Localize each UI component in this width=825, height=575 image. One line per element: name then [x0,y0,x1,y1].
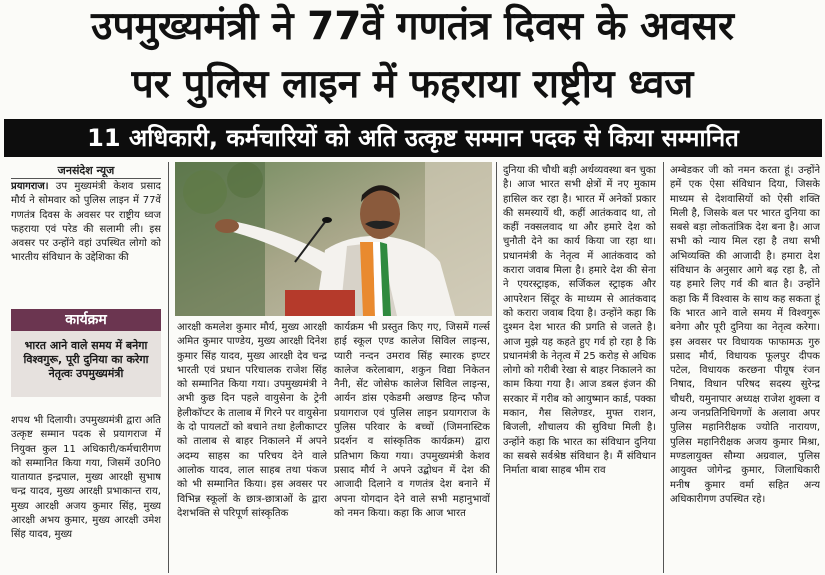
column-1-top-text: उप मुख्यमंत्री केशव प्रसाद मौर्य ने सोमवार को पुलिस लाइन में 77वें गणतंत्र दिवस के अवसर पर राष्ट्रीय ध्वज फहराया एवं परेड की सलामी ली। इस अवसर पर उन्होंने वहां उपस्थित लोगो को भारतीय संविधान के उद्देशिका की [11,181,161,264]
article-column-4: दुनिया की चौथी बड़ी अर्थव्यवस्था बन चुका है। आज भारत सभी क्षेत्रों में नए मुकाम हासिल कर रहा है। भारत में अनेकों प्रकार की समस्यायें थी, कहीं आतंकवाद था, तो कहीं नक्सलवाद था और हमारे देश को चुनौती देने का कार्य किया जा रहा था। प्रधानमंत्री के नेतृत्व में आतंकवाद को करारा जवाब मिला है। हमारे देश की सेना ने एयरस्ट्राइक, सर्जिकल स्ट्राइक और आपरेशन सिंदूर के माध्यम से आतंकवाद को करारा जवाब दिया है। उन्होंने कहा कि दुश्मन देश भारत की प्रगति से जलते है। आज मुझे यह कहते हुए गर्व हो रहा है कि प्रधानमंत्री के नेतृत्व में 25 करोड़ से अधिक लोगो को गरीबी रेखा से बाहर निकालने का काम किया गया है। आज डबल इंजन की सरकार में गरीब को आयुष्मान कार्ड, पक्का मकान, गैस सिलेण्डर, मुफ्त राशन, बिजली, शौचालय की सुविधा मिली है। उन्होंने कहा कि भारत का संविधान दुनिया का सबसे सर्वश्रेष्ठ संविधान है। मैं संविधान निर्माता बाबा साहब भीम राव [503,165,656,477]
article-column-5: अम्बेडकर जी को नमन करता हूं। उन्होंने हमें एक ऐसा संविधान दिया, जिसके माध्यम से देशवासियों को ऐसी शक्ति मिली है, जिसके बल पर भारत दुनिया का सबसे बड़ा लोकतांत्रिक देश बना है। आज सभी को न्याय मिल रहा है तथा सभी अभिव्यक्ति की आजादी है। हमारा देश संविधान के अनुसार आगे बढ़ रहा है, तो यह हमारे लिए गर्व की बात है। उन्होंने कहा कि मैं विश्वास के साथ कह सकता हूं कि भारत आने वाले समय में विश्वगुरू बनेगा और पूरी दुनिया का नेतृत्व करेगा। इस अवसर पर विधायक फाफामऊ गुरु प्रसाद मौर्य, विधायक फूलपुर दीपक पटेल, विधायक करछना पीयूष रंजन निषाद, विधान परिषद सदस्य सुरेन्द्र चौधरी, यमुनापार अध्यक्ष राजेश शुक्ला व अन्य जनप्रतिनिधिगणों के अलावा अपर पुलिस महानिरीक्षक ज्योति नारायण, पुलिस महानिरीक्षक अजय कुमार मिश्रा, मण्डलायुक्त सौम्या अग्रवाल, पुलिस आयुक्त जोगेन्द्र कुमार, जिलाधिकारी मनीष कुमार वर्मा सहित अन्य अधिकारीगण उपस्थित रहे। [670,165,820,505]
news-source: जनसंदेश न्यूज [57,164,115,177]
program-box-body: भारत आने वाले समय में बनेगा विश्वगुरू, पूरी दुनिया का करेगा नेतृत्वः उपमुख्यमंत्री [11,331,161,397]
program-box-header: कार्यक्रम [11,309,161,331]
headline-line-1: उपमुख्यमंत्री ने 77वें गणतंत्र दिवस के अवसर [91,4,734,49]
dateline: प्रयागराज। [11,181,49,192]
speaker-photo-illustration [175,162,492,316]
article-column-1-top [11,180,161,306]
article-column-2: आरक्षी कमलेश कुमार मौर्य, मुख्य आरक्षी अमित कुमार पाण्डेय, मुख्य आरक्षी दिनेश कुमार सिंह यादव, मुख्य आरक्षी देव चन्द्र भारती एवं प्रधान परिचालक राजेश सिंह को सम्मानित किया गया। उपमुख्यमंत्री ने अभी कुछ दिन पहले वायुसेना के ट्रेनी हेलीकॉप्टर के तालाब में गिरने पर वायुसेना के दो पायलटों को बचाने तथा हेलीकाप्टर को तालाब से बाहर निकालने में अपने अदम्य साहस का परिचय देने वाले आलोक यादव, लाल साहब तथा पंकज को भी सम्मानित किया। इस अवसर पर विभिन्न स्कूलों के छात्र-छात्राओं के द्वारा देशभक्ति से परिपूर्ण सांस्कृतिक [177,322,327,519]
column-divider [168,162,169,573]
subheadline-bar: 11 अधिकारी, कर्मचारियों को अति उत्कृष्ट सम्मान पदक से किया सम्मानित [4,119,822,157]
article-column-3: कार्यक्रम भी प्रस्तुत किए गए, जिसमें गर्ल्स हाई स्कूल एण्ड कालेज सिविल लाइन्स, प्यारी नन्दन उमराव सिंह स्मारक इण्टर कालेज करेलाबाग, शकुन विद्या निकेतन नैनी, सेंट जोसेफ कालेज सिविल लाइन्स, आर्यन डांस एकेडमी अखण्ड हिन्द फौज प्रयागराज एवं पुलिस लाइन प्रयागराज के पुलिस परिवार के बच्चों (जिमनास्टिक प्रदर्शन व सांस्कृतिक कार्यक्रम) द्वारा प्रतिभाग किया गया। उपमुख्यमंत्री केशव प्रसाद मौर्य ने अपने उद्बोधन में देश की आजादी दिलाने व गणतंत्र देश बनाने में अपना योगदान देने वाले सभी महानुभावों को नमन किया। कहा कि आज भारत [334,322,490,519]
column-divider [496,162,497,573]
article-column-1-bottom: शपथ भी दिलायी। उपमुख्यमंत्री द्वारा अति उत्कृष्ट सम्मान पदक से प्रयागराज में नियुक्त कुल 11 अधिकारी/कर्मचारीगण को सम्मानित किया गया, जिसमें उ0नि0 यातायात इन्द्रपाल, मुख्य आरक्षी सुभाष चन्द्र यादव, मुख्य आरक्षी प्रभाकान्त राय, मुख्य आरक्षी अजय कुमार सिंह, मुख्य आरक्षी अभय कुमार, मुख्य आरक्षी उमेश सिंह यादव, मुख्य [11,415,161,541]
news-photo [175,162,492,316]
column-divider [663,162,664,573]
headline-line-2: पर पुलिस लाइन में फहराया राष्ट्रीय ध्वज [131,62,694,107]
source-divider [11,178,161,179]
